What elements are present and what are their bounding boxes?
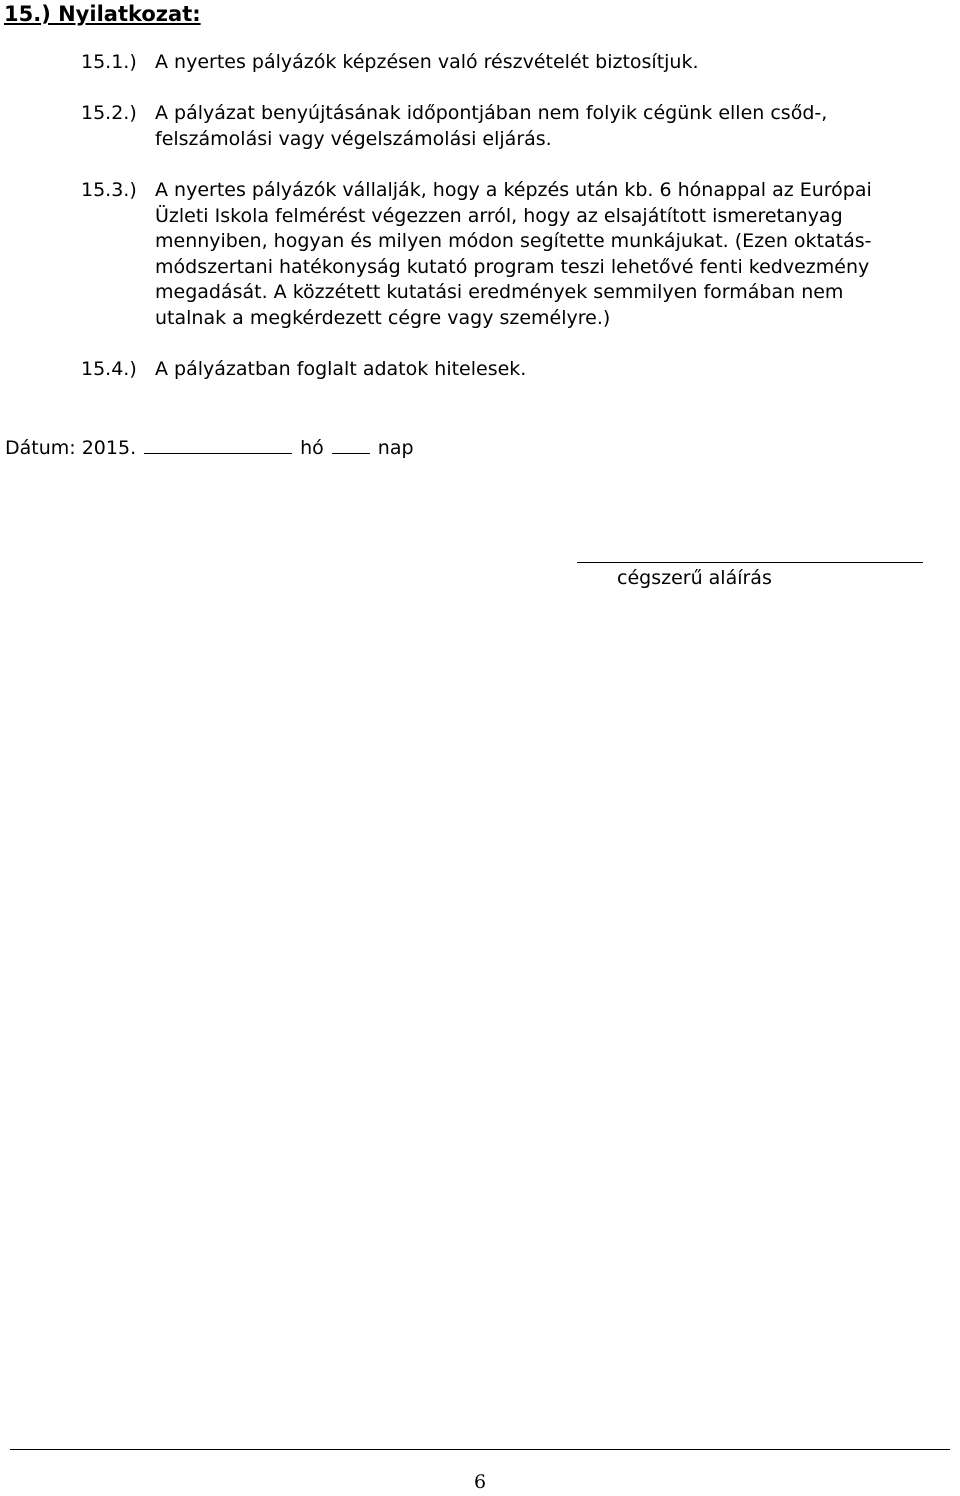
footer-divider [10,1449,950,1450]
item-text: A nyertes pályázók képzésen való részvételét biztosítjuk. [155,51,699,73]
signature-label: cégszerű aláírás [617,567,772,589]
item-number: 15.2.) [81,102,137,124]
day-word: nap [377,437,414,459]
item-text: A pályázat benyújtásának időpontjában nem folyik cégünk ellen csőd-, [155,102,828,124]
item-number: 15.4.) [81,358,137,380]
declaration-item-15-1 [81,50,699,76]
day-blank[interactable] [332,452,370,454]
declaration-line [81,50,699,76]
item-text: A nyertes pályázók vállalják, hogy a képzés után kb. 6 hónappal az Európai [155,179,872,201]
signature-line[interactable] [577,562,923,563]
item-text-continued: utalnak a megkérdezett cégre vagy személyre.) [155,306,611,329]
item-text: A pályázatban foglalt adatok hitelesek. [155,358,527,380]
date-label: Dátum: 2015. [5,437,137,459]
page-number: 6 [473,1471,487,1493]
declaration-line [81,178,872,204]
declaration-item-15-4 [81,357,526,383]
declaration-item-15-2 [81,101,827,152]
declaration-line [81,101,827,127]
date-line [5,435,414,461]
declaration-item-15-3 [81,178,872,331]
item-number: 15.1.) [81,51,137,73]
item-text-continued: módszertani hatékonyság kutató program teszi lehetővé fenti kedvezmény [155,255,870,278]
item-text-continued: felszámolási vagy végelszámolási eljárás. [155,127,552,150]
item-text-continued: Üzleti Iskola felmérést végezzen arról, hogy az elsajátított ismeretanyag [155,204,843,227]
item-text-continued: mennyiben, hogyan és milyen módon segítette munkájukat. (Ezen oktatás- [155,230,872,252]
declaration-line [81,357,526,383]
section-heading: 15.) Nyilatkozat: [4,2,201,26]
item-text-continued: megadását. A közzétett kutatási eredmények semmilyen formában nem [155,281,844,303]
month-word: hó [300,437,324,459]
month-blank[interactable] [144,452,292,454]
item-number: 15.3.) [81,179,137,201]
